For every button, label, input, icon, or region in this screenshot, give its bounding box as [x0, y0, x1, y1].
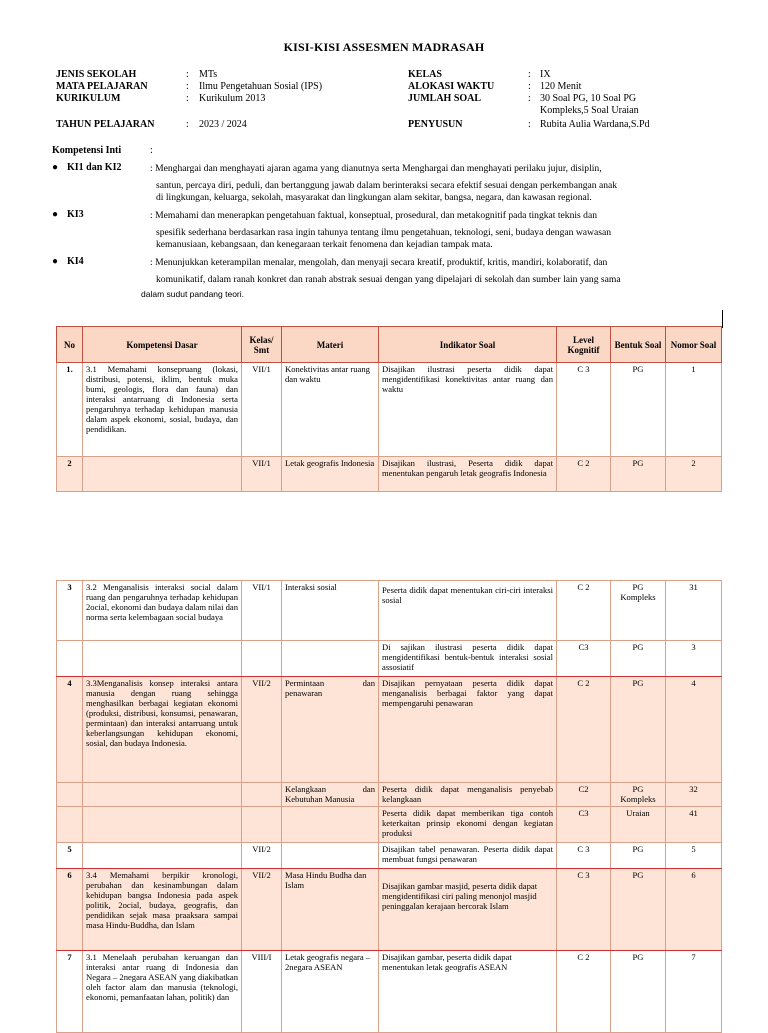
cell-no: [57, 807, 83, 843]
bullet-icon: ●: [52, 209, 59, 220]
cell-nomor: 32: [666, 783, 722, 807]
cell-bentuk: PG: [611, 641, 666, 677]
cell-materi: [282, 807, 379, 843]
table-row: [57, 843, 722, 869]
document-title: KISI-KISI ASSESMEN MADRASAH: [283, 40, 485, 54]
cell-kompetensi-dasar: [83, 783, 242, 807]
table-row: [57, 581, 722, 641]
value-kelas: IX: [540, 69, 551, 80]
cell-nomor: 5: [666, 843, 722, 869]
cell-level: C 2: [557, 581, 611, 641]
value-jumlah-soal-line2: Kompleks,5 Soal Uraian: [540, 105, 639, 116]
cell-materi: Letak geografis negara – 2negara ASEAN: [282, 951, 379, 1033]
table-row: [57, 363, 722, 457]
cell-no: 6: [57, 869, 83, 951]
value-kurikulum: Kurikulum 2013: [199, 93, 266, 104]
colon: :: [186, 119, 189, 130]
label-penyusun: PENYUSUN: [408, 119, 463, 130]
cell-nomor: 2: [666, 457, 722, 492]
cell-indikator: Disajikan ilustrasi peserta didik dapat mengidentifikasi konektivitas antar ruang dan waktu: [379, 363, 557, 457]
header-bentuk-soal: Bentuk Soal: [611, 327, 666, 363]
table-row: [57, 677, 722, 783]
divider: [722, 310, 723, 328]
header-kompetensi-dasar: Kompetensi Dasar: [83, 327, 242, 363]
ki1-ki2-text: [150, 163, 710, 204]
cell-kompetensi-dasar: 3.1 Memahami konsepruang (lokasi, distribusi, potensi, iklim, bentuk muka bumi, geologis, flora dan fauna) dan interaksi antarruang di Indonesia serta pengaruhnya terhadap kehidupan manusia dalam aspek ekonomi, sosial, budaya, dan pendidikan.: [83, 363, 242, 457]
label-kelas: KELAS: [408, 69, 442, 80]
cell-materi: Konektivitas antar ruang dan waktu: [282, 363, 379, 457]
colon: :: [528, 93, 531, 104]
cell-no: 3: [57, 581, 83, 641]
cell-kelas: [242, 783, 282, 807]
value-tahun-pelajaran: 2023 / 2024: [199, 119, 247, 130]
cell-kelas: VII/1: [242, 363, 282, 457]
cell-level: C 2: [557, 457, 611, 492]
cell-no: 7: [57, 951, 83, 1033]
cell-nomor: 31: [666, 581, 722, 641]
header-no: No: [57, 327, 83, 363]
cell-nomor: 4: [666, 677, 722, 783]
ki-line: : Menunjukkan keterampilan menalar, mengolah, dan menyaji secara kreatif, produktif, kritis, mandiri, kolaboratif, dan: [150, 257, 608, 268]
cell-bentuk: PG: [611, 843, 666, 869]
cell-bentuk: PG: [611, 869, 666, 951]
cell-bentuk: PG Kompleks: [611, 581, 666, 641]
cell-nomor: 6: [666, 869, 722, 951]
cell-kelas: VII/2: [242, 869, 282, 951]
colon: :: [150, 145, 153, 156]
cell-no: 2: [57, 457, 83, 492]
cell-no: [57, 783, 83, 807]
cell-materi: [282, 641, 379, 677]
header-indikator-soal: Indikator Soal: [379, 327, 557, 363]
label-jumlah-soal: JUMLAH SOAL: [408, 93, 482, 104]
cell-nomor: 41: [666, 807, 722, 843]
value-jumlah-soal: 30 Soal PG, 10 Soal PG: [540, 93, 637, 104]
ki3-text: [150, 210, 710, 251]
header-level-kognitif: Level Kognitif: [557, 327, 611, 363]
ki-line: di lingkungan, keluarga, sekolah, masyarakat dan lingkungan alam sekitar, bangsa, negara, dan kawasan regional.: [156, 192, 592, 203]
cell-no: 1.: [57, 363, 83, 457]
cell-kompetensi-dasar: 3.4 Memahami berpikir kronologi, perubahan dan kesinambungan dalam kehidupan bangsa Indonesia pada aspek politik, 2ocial, budaya, geografis, dan pendidikan sejak masa praaksara sampai masa Hindu-Buddha, dan Islam: [83, 869, 242, 951]
label-alokasi-waktu: ALOKASI WAKTU: [408, 81, 495, 92]
table-row: [57, 869, 722, 951]
table-row: [57, 951, 722, 1033]
ki-line: kemanusiaan, kebangsaan, dan kenegaraan terkait fenomena dan kejadian tampak mata.: [156, 239, 493, 250]
header-materi: Materi: [282, 327, 379, 363]
cell-bentuk: PG: [611, 677, 666, 783]
ki4-label: KI4: [67, 256, 84, 267]
cell-level: C 3: [557, 869, 611, 951]
label-mata-pelajaran: MATA PELAJARAN: [56, 81, 148, 92]
cell-indikator: Peserta didik dapat memberikan tiga contoh keterkaitan prinsip ekonomi dengan kegiatan produksi: [379, 807, 557, 843]
cell-level: C 3: [557, 363, 611, 457]
cell-kompetensi-dasar: [83, 457, 242, 492]
kisi-kisi-table-page2: [56, 580, 722, 1033]
cell-level: C 2: [557, 677, 611, 783]
cell-bentuk: Uraian: [611, 807, 666, 843]
cell-level: C 3: [557, 843, 611, 869]
ki4-trailing-text: dalam sudut pandang teori.: [141, 289, 245, 299]
cell-bentuk: PG: [611, 457, 666, 492]
table-row: [57, 807, 722, 843]
cell-materi: Interaksi sosial: [282, 581, 379, 641]
ki-line: santun, percaya diri, peduli, dan bertanggung jawab dalam berinteraksi secara efektif sesuai dengan perkembangan anak: [156, 180, 618, 191]
header-kelas-smt: Kelas/ Smt: [242, 327, 282, 363]
table-header-row: [57, 327, 722, 363]
cell-bentuk: PG: [611, 363, 666, 457]
cell-nomor: 1: [666, 363, 722, 457]
cell-materi: Letak geografis Indonesia: [282, 457, 379, 492]
cell-kompetensi-dasar: 3.1 Menelaah perubahan keruangan dan interaksi antar ruang di Indonesia dan Negara – 2negara ASEAN yang diakibatkan oleh factor alam dan manusia (teknologi, ekonomi, pemanfaatan lahan, politik) dan: [83, 951, 242, 1033]
cell-materi: [282, 843, 379, 869]
cell-level: C3: [557, 807, 611, 843]
cell-kelas: VII/2: [242, 843, 282, 869]
colon: :: [186, 69, 189, 80]
cell-nomor: 7: [666, 951, 722, 1033]
colon: :: [528, 69, 531, 80]
cell-materi: Masa Hindu Budha dan Islam: [282, 869, 379, 951]
colon: :: [186, 93, 189, 104]
cell-indikator: Di sajikan ilustrasi peserta didik dapat mengidentifikasi bentuk-bentuk interaksi sosial assosiatif: [379, 641, 557, 677]
label-kurikulum: KURIKULUM: [56, 93, 121, 104]
colon: :: [528, 81, 531, 92]
cell-indikator: Disajikan tabel penawaran. Peserta didik dapat membuat fungsi penawaran: [379, 843, 557, 869]
cell-kelas: [242, 807, 282, 843]
cell-nomor: 3: [666, 641, 722, 677]
ki-line: spesifik sederhana berdasarkan rasa ingin tahunya tentang ilmu pengetahuan, teknologi, seni, budaya dengan wawasan: [156, 227, 612, 238]
cell-kompetensi-dasar: [83, 843, 242, 869]
cell-indikator: Peserta didik dapat menentukan ciri-ciri interaksi sosial: [379, 581, 557, 641]
cell-indikator: Peserta didik dapat menganalisis penyebab kelangkaan: [379, 783, 557, 807]
cell-bentuk: PG: [611, 951, 666, 1033]
cell-kompetensi-dasar: [83, 641, 242, 677]
bullet-icon: ●: [52, 256, 59, 267]
bullet-icon: ●: [52, 162, 59, 173]
cell-materi: Permintaan dan penawaran: [282, 677, 379, 783]
cell-no: [57, 641, 83, 677]
value-jenis-sekolah: MTs: [199, 69, 218, 80]
cell-kelas: VII/2: [242, 677, 282, 783]
cell-indikator: Disajikan ilustrasi, Peserta didik dapat menentukan pengaruh letak geografis Indonesia: [379, 457, 557, 492]
ki1-ki2-label: KI1 dan KI2: [67, 162, 122, 173]
ki-line: komunikatif, dalam ranah konkret dan ranah abstrak sesuai dengan yang dipelajari di sekolah dan sumber lain yang sama: [156, 274, 621, 285]
value-alokasi-waktu: 120 Menit: [540, 81, 582, 92]
value-penyusun: Rubita Aulia Wardana,S.Pd: [540, 119, 650, 130]
cell-materi: Kelangkaan dan Kebutuhan Manusia: [282, 783, 379, 807]
ki-line: : Menghargai dan menghayati ajaran agama yang dianutnya serta Menghargai dan menghayati perilaku jujur, disiplin,: [150, 163, 602, 174]
header-nomor-soal: Nomor Soal: [666, 327, 722, 363]
cell-indikator: Disajikan gambar, peserta didik dapat menentukan letak geografis ASEAN: [379, 951, 557, 1033]
kisi-kisi-table-page1: [56, 326, 722, 492]
cell-level: C3: [557, 641, 611, 677]
cell-kompetensi-dasar: 3.2 Menganalisis interaksi social dalam ruang dan pengaruhnya terhadap kehidupan 2ocial, ekonomi dan budaya dalam nilai dan norma serta kelembagaan social budaya: [83, 581, 242, 641]
table-row: [57, 641, 722, 677]
cell-kelas: VII/1: [242, 581, 282, 641]
label-tahun-pelajaran: TAHUN PELAJARAN: [56, 119, 155, 130]
ki-line: : Memahami dan menerapkan pengetahuan faktual, konseptual, prosedural, dan metakognitif pada tingkat teknis dan: [150, 210, 598, 221]
table-row: [57, 783, 722, 807]
cell-indikator: Disajikan pernyataan peserta didik dapat menganalisis berbagai faktor yang dapat mempengaruhi penawaran: [379, 677, 557, 783]
kompetensi-inti-heading: Kompetensi Inti: [52, 145, 122, 156]
label-jenis-sekolah: JENIS SEKOLAH: [56, 69, 137, 80]
colon: :: [186, 81, 189, 92]
cell-no: 4: [57, 677, 83, 783]
colon: :: [528, 119, 531, 130]
ki4-text: [150, 257, 710, 286]
cell-level: C2: [557, 783, 611, 807]
ki3-label: KI3: [67, 209, 84, 220]
cell-kelas: VIII/I: [242, 951, 282, 1033]
cell-kelas: VII/1: [242, 457, 282, 492]
cell-indikator: Disajikan gambar masjid, peserta didik dapat mengidentifikasi ciri paling menonjol masjid peninggalan kerajaan bercorak Islam: [379, 869, 557, 951]
cell-kompetensi-dasar: 3.3Menganalisis konsep interaksi antara manusia dengan ruang sehingga menghasilkan berbagai kegiatan ekonomi (produksi, distribusi, konsumsi, penawaran, permintaan) dan interaksi antarruang untuk keberlangsungan kehidupan ekonomi, sosial, dan budaya Indonesia.: [83, 677, 242, 783]
cell-level: C 2: [557, 951, 611, 1033]
value-mata-pelajaran: Ilmu Pengetahuan Sosial (IPS): [199, 81, 323, 92]
cell-kompetensi-dasar: [83, 807, 242, 843]
cell-kelas: [242, 641, 282, 677]
table-row: [57, 457, 722, 492]
cell-no: 5: [57, 843, 83, 869]
cell-bentuk: PG Kompleks: [611, 783, 666, 807]
